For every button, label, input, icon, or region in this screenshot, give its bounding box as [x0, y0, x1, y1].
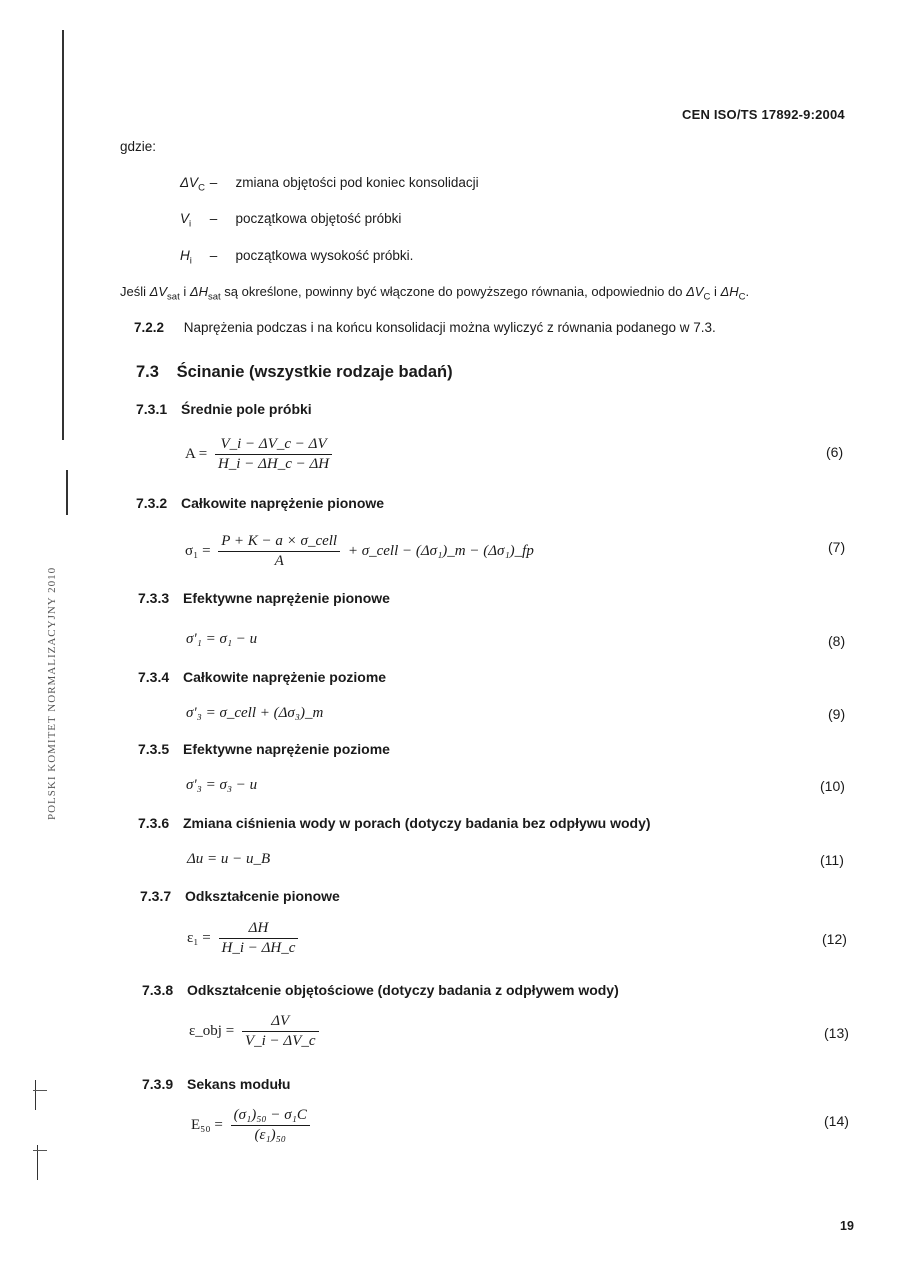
equation-lhs: A =	[185, 445, 208, 462]
subsection-title: Zmiana ciśnienia wody w porach (dotyczy badania bez odpływu wody)	[183, 815, 651, 831]
subsection-title: Odkształcenie pionowe	[185, 888, 340, 904]
subsection-title: Sekans modułu	[187, 1076, 291, 1092]
definition-symbol: V	[180, 211, 190, 226]
subsection-heading	[138, 669, 386, 685]
subsection-heading	[140, 888, 340, 904]
definition-text: początkowa wysokość próbki.	[235, 248, 414, 263]
equation-13	[189, 1013, 323, 1050]
math-symbol: ΔH	[189, 284, 208, 299]
section-text: Naprężenia podczas i na końcu konsolidacji można wyliczyć z równania podanego w 7.3.	[183, 320, 716, 335]
fraction-numerator: P + K − a × σ_cell	[218, 533, 340, 552]
subsection-number: 7.3.8	[142, 982, 174, 998]
definition-subscript: C	[198, 182, 205, 194]
subsection-number: 7.3.6	[138, 815, 170, 831]
subsection-title: Efektywne naprężenie poziome	[183, 741, 390, 757]
math-subscript: C	[738, 291, 746, 303]
equation-lhs: E₅₀ =	[191, 1116, 223, 1133]
equation-number: (8)	[828, 633, 846, 649]
math-symbol: ΔV	[149, 284, 168, 299]
definition-subscript: i	[189, 218, 192, 230]
subsection-number: 7.3.3	[138, 590, 170, 606]
fraction-denominator: V_i − ΔV_c	[244, 1033, 316, 1049]
section-7-2-2	[134, 320, 716, 335]
subsection-number: 7.3.4	[138, 669, 170, 685]
math-subscript: C	[703, 291, 711, 303]
standard-reference: CEN ISO/TS 17892-9:2004	[682, 107, 845, 122]
equation-9: σ'₃ = σ_cell + (Δσ₃)_m	[186, 705, 324, 721]
definition-dash: –	[209, 175, 218, 190]
fraction-numerator: ΔH	[219, 920, 299, 939]
math-symbol: ΔH	[720, 284, 739, 299]
fraction-denominator: H_i − ΔH_c − ΔH	[217, 456, 330, 472]
equation-number: (12)	[822, 931, 847, 947]
where-label: gdzie:	[120, 139, 157, 154]
subsection-number: 7.3.5	[138, 741, 170, 757]
page-number: 19	[840, 1219, 854, 1233]
text-fragment: i	[179, 284, 190, 299]
definition-symbol: ΔV	[180, 175, 199, 190]
text-fragment: i	[710, 284, 721, 299]
equation-number: (11)	[820, 852, 844, 868]
subsection-title: Efektywne naprężenie pionowe	[183, 590, 390, 606]
definition-row	[180, 175, 479, 194]
margin-tick	[33, 1150, 47, 1151]
fraction-denominator: H_i − ΔH_c	[221, 940, 296, 956]
subsection-number: 7.3.7	[140, 888, 172, 904]
fraction-numerator: (σ₁)₅₀ − σ₁C	[231, 1107, 310, 1126]
equation-number: (10)	[820, 778, 845, 794]
subsection-title: Całkowite naprężenie pionowe	[181, 495, 385, 511]
fraction-numerator: V_i − ΔV_c − ΔV	[215, 436, 332, 455]
fraction-denominator: A	[274, 553, 284, 569]
equation-11: Δu = u − u_B	[187, 851, 271, 867]
text-fragment: Jeśli	[120, 284, 150, 299]
subsection-title: Całkowite naprężenie poziome	[183, 669, 387, 685]
subsection-heading	[136, 495, 384, 511]
subsection-heading	[136, 401, 312, 417]
subsection-number: 7.3.2	[136, 495, 168, 511]
equation-lhs: ε₁ =	[187, 929, 211, 946]
margin-line	[66, 470, 68, 515]
subsection-heading	[138, 815, 651, 831]
subsection-heading	[138, 741, 390, 757]
equation-number: (14)	[824, 1113, 849, 1129]
definition-row	[180, 211, 401, 230]
subsection-number: 7.3.1	[136, 401, 168, 417]
subsection-heading	[142, 982, 619, 998]
equation-lhs: σ₁ =	[185, 542, 211, 559]
section-heading-7-3	[136, 363, 453, 382]
definition-dash: –	[209, 211, 218, 226]
equation-number: (9)	[828, 706, 846, 722]
fraction-denominator: (ε₁)₅₀	[254, 1127, 286, 1143]
equation-7	[185, 533, 534, 570]
math-symbol: ΔV	[686, 284, 704, 299]
fraction-numerator: ΔV	[242, 1013, 319, 1032]
definition-text: początkowa objętość próbki	[235, 211, 402, 226]
margin-stamp: POLSKI KOMITET NORMALIZACYJNY 2010	[46, 566, 58, 820]
subsection-title: Średnie pole próbki	[181, 401, 312, 417]
definition-subscript: i	[189, 255, 192, 267]
equation-14	[191, 1107, 314, 1144]
definition-dash: –	[209, 248, 218, 263]
definition-text: zmiana objętości pod koniec konsolidacji	[235, 175, 479, 190]
equation-number: (13)	[824, 1025, 849, 1041]
equation-rest: + σ_cell − (Δσ₁)_m − (Δσ₁)_fp	[347, 542, 534, 559]
definition-row	[180, 248, 413, 267]
subsection-heading	[142, 1076, 290, 1092]
math-subscript: sat	[207, 291, 221, 303]
text-fragment: .	[745, 284, 750, 299]
subsection-title: Odkształcenie objętościowe (dotyczy badania z odpływem wody)	[187, 982, 619, 998]
section-number: 7.2.2	[134, 320, 165, 335]
equation-number: (7)	[828, 539, 846, 555]
definition-symbol: H	[180, 248, 190, 263]
text-fragment: są określone, powinny być włączone do powyższego równania, odpowiednio do	[220, 284, 687, 299]
equation-10: σ'₃ = σ₃ − u	[186, 777, 258, 793]
equation-12	[187, 920, 302, 957]
equation-8: σ'₁ = σ₁ − u	[186, 631, 258, 647]
saturation-paragraph	[120, 284, 749, 303]
section-number: 7.3	[136, 363, 159, 381]
margin-tick	[33, 1090, 47, 1091]
subsection-heading	[138, 590, 390, 606]
math-subscript: sat	[167, 291, 180, 303]
equation-number: (6)	[826, 444, 844, 460]
margin-line	[62, 30, 64, 440]
section-title: Ścinanie (wszystkie rodzaje badań)	[176, 363, 453, 381]
subsection-number: 7.3.9	[142, 1076, 174, 1092]
equation-6	[185, 436, 336, 473]
margin-line	[35, 1080, 36, 1110]
equation-lhs: ε_obj =	[189, 1022, 235, 1039]
